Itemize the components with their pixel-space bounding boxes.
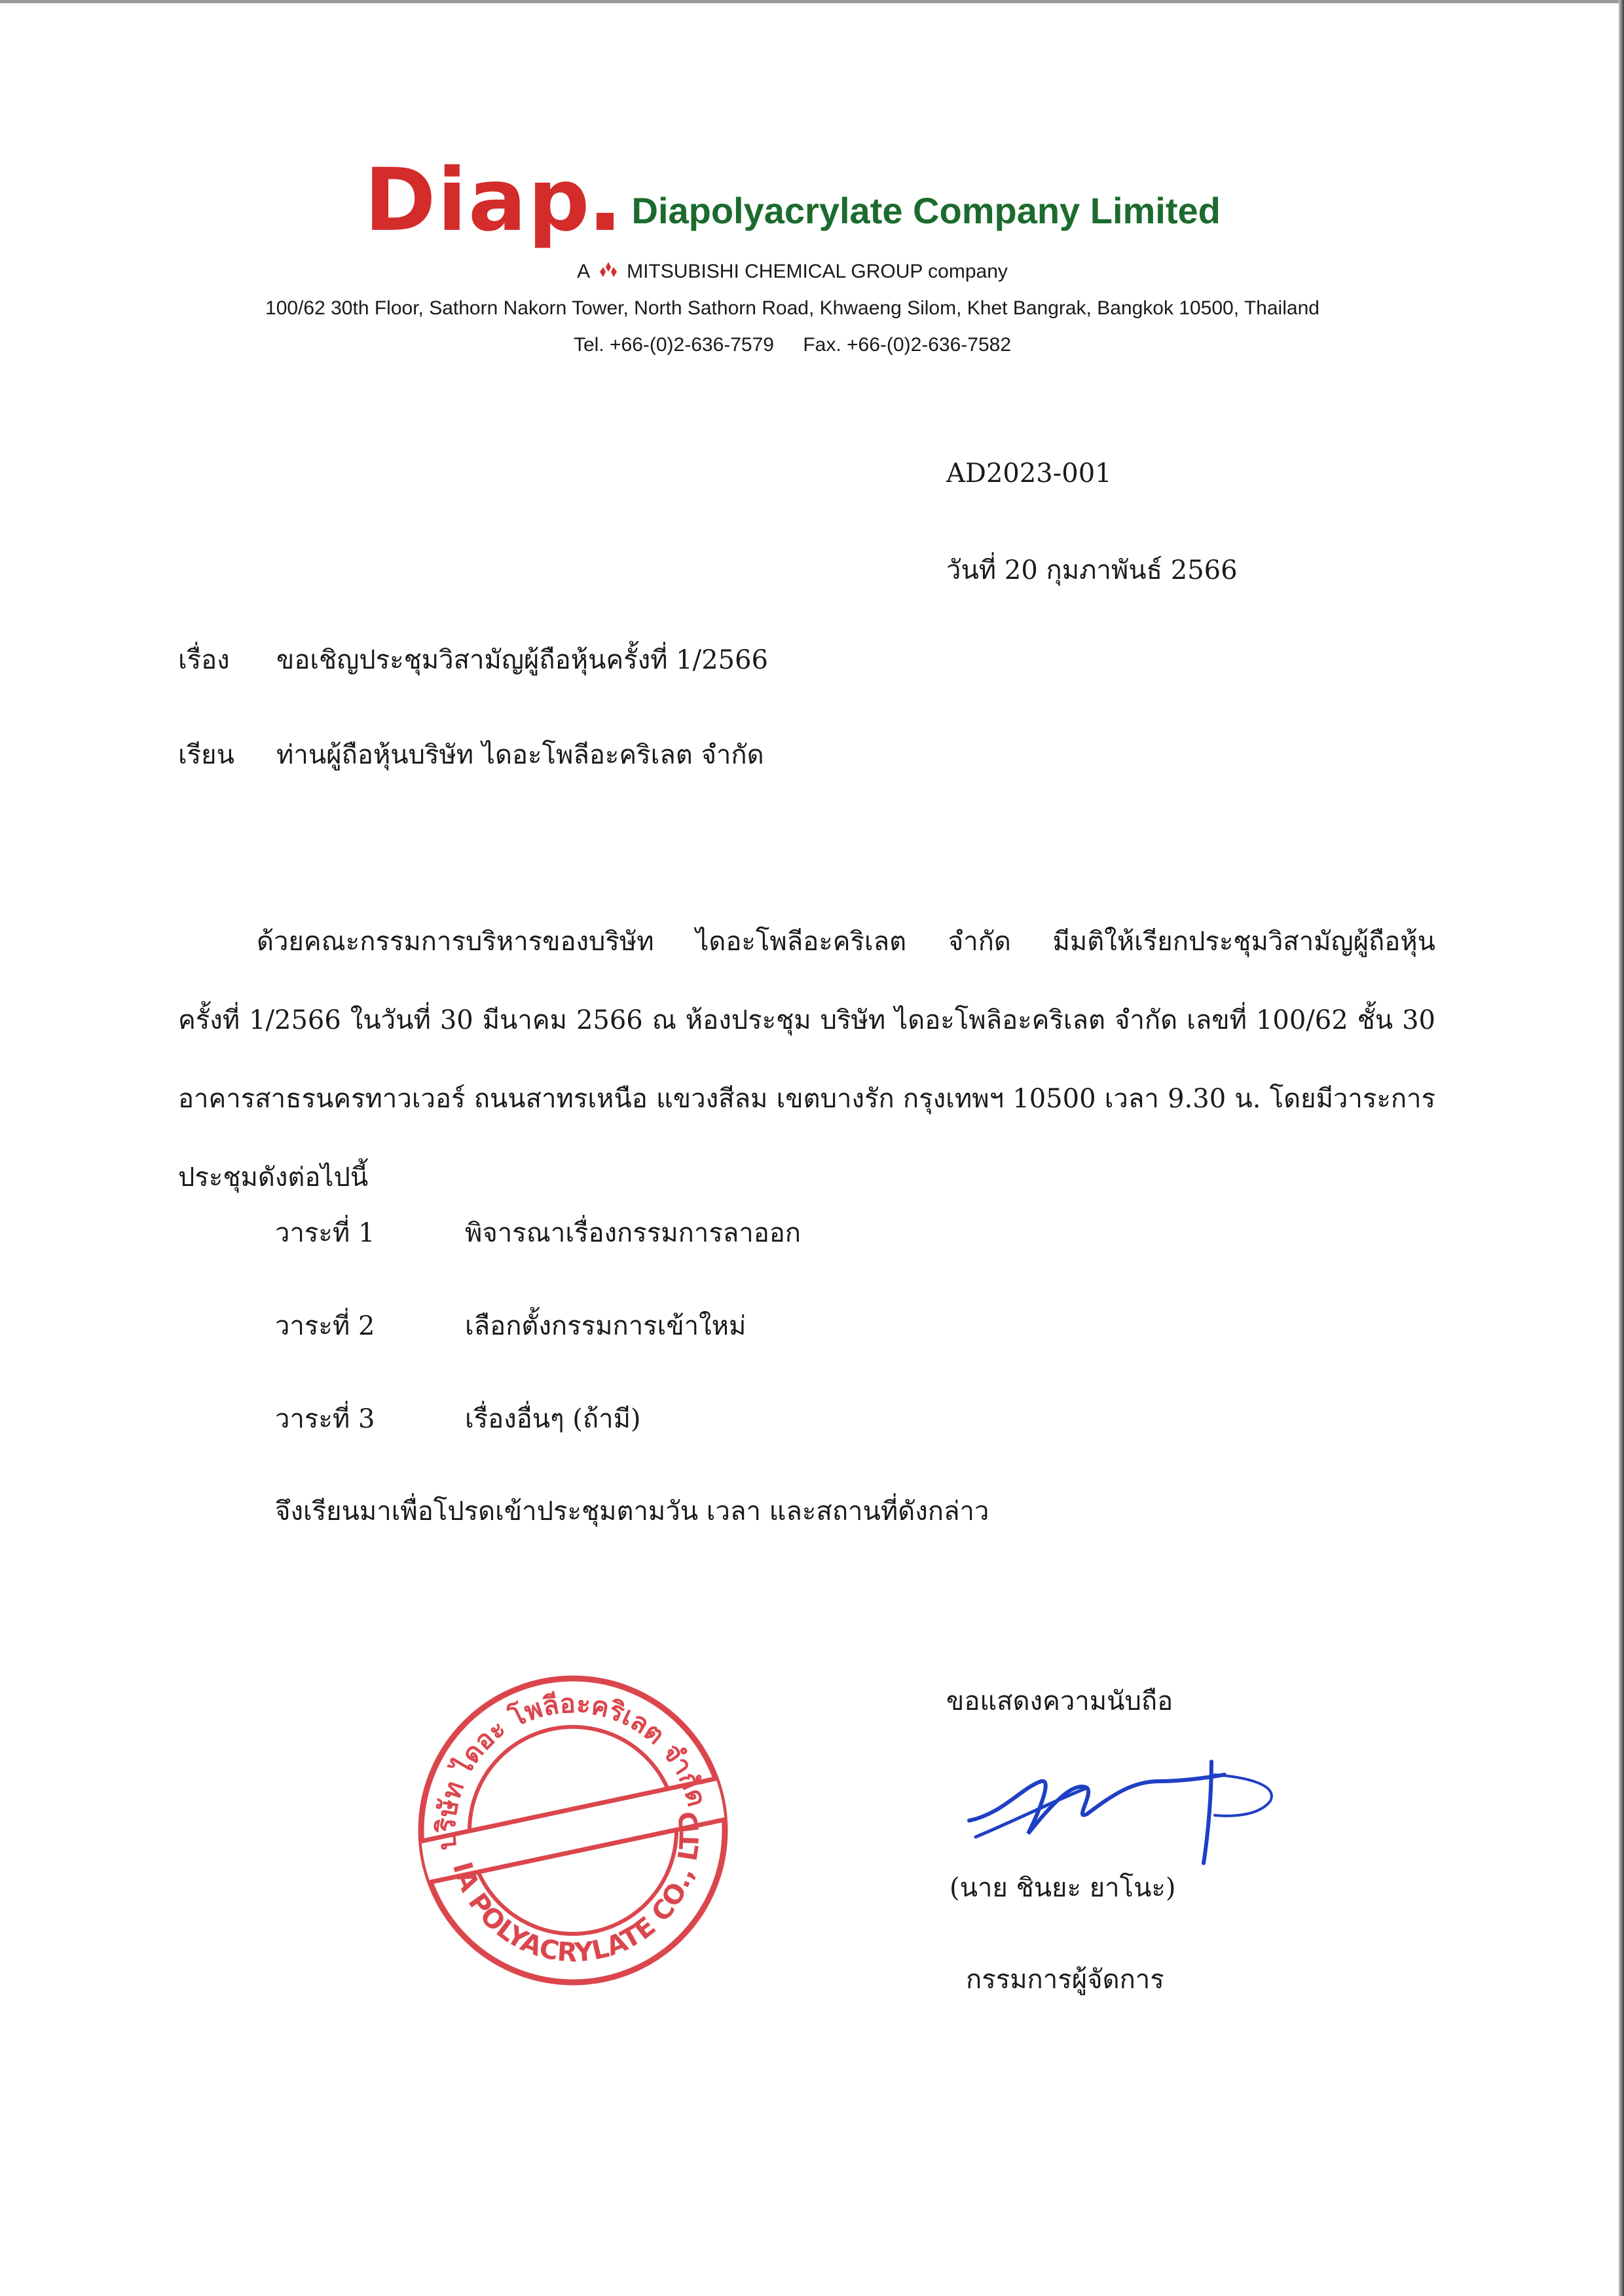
agenda-text: พิจารณาเรื่องกรรมการลาออก (465, 1218, 801, 1248)
agenda-text: เลือกตั้งกรรมการเข้าใหม่ (465, 1311, 747, 1341)
group-name: MITSUBISHI CHEMICAL GROUP company (627, 261, 1008, 282)
contact-line (0, 334, 1585, 356)
subject-row (178, 639, 768, 680)
subject-label: เรื่อง (178, 645, 230, 675)
stamp-top-text: บริษัท ไดอะ โพลีอะคริเลต จำกัด (431, 1688, 712, 1851)
company-name: Diapolyacrylate Company Limited (631, 189, 1221, 231)
scan-edge-top (0, 0, 1624, 3)
scan-edge-right (1619, 0, 1624, 2296)
signer-title: กรรมการผู้จัดการ (966, 1965, 1164, 1995)
company-address: 100/62 30th Floor, Sathorn Nakorn Tower, North Sathorn Road, Khwaeng Silom, Khet Bangrak, Bangkok 10500, Thailand (265, 297, 1320, 319)
closing-line: จึงเรียนมาเพื่อโปรดเข้าประชุมตามวัน เวลา และสถานที่ดังกล่าว (275, 1496, 989, 1527)
recipient-text: ท่านผู้ถือหุ้นบริษัท ไดอะโพลีอะคริเลต จำกัด (276, 740, 764, 770)
body-line: ครั้งที่ 1/2566 ในวันที่ 30 มีนาคม 2566 ณ ห้องประชุม บริษัท ไดอะโพลิอะคริเลต จำกัด เลขที่ 100/62 ชั้น 30 (178, 1005, 1435, 1035)
signature (963, 1742, 1290, 1866)
agenda-item (275, 1212, 801, 1253)
recipient-label: เรียน (178, 740, 234, 770)
agenda-item (275, 1305, 746, 1346)
subject-text: ขอเชิญประชุมวิสามัญผู้ถือหุ้นครั้งที่ 1/2566 (276, 645, 768, 675)
document-date: วันที่ 20 กุมภาพันธ์ 2566 (946, 555, 1238, 585)
agenda-text: เรื่องอื่นๆ (ถ้ามี) (465, 1404, 641, 1434)
agenda-item (275, 1398, 641, 1439)
company-logo: Diap (364, 157, 613, 244)
body-line: ด้วยคณะกรรมการบริหารของบริษัท ไดอะโพลีอะคริเลต จำกัด มีมติให้เรียกประชุมวิสามัญผู้ถือหุ้น (257, 927, 1435, 957)
body-paragraph (178, 902, 1435, 1217)
agenda-label: วาระที่ 1 (275, 1218, 375, 1248)
signer-name: (นาย ชินยะ ยาโนะ) (950, 1873, 1176, 1903)
recipient-row (178, 733, 764, 775)
group-prefix: A (577, 261, 591, 282)
body-line: อาคารสาธรนครทาวเวอร์ ถนนสาทรเหนือ แขวงสีลม เขตบางรัก กรุงเทพฯ 10500 เวลา 9.30 น. โดยมีวาระการ (178, 1084, 1435, 1114)
document-reference: AD2023-001 (946, 458, 1112, 489)
body-line: ประชุมดังต่อไปนี้ (178, 1162, 369, 1193)
fax-number: Fax. +66-(0)2-636-7582 (803, 334, 1012, 356)
agenda-label: วาระที่ 3 (275, 1404, 375, 1434)
agenda-label: วาระที่ 2 (275, 1311, 375, 1341)
regards-text: ขอแสดงความนับถือ (946, 1686, 1173, 1716)
logo-row (0, 150, 1585, 251)
company-stamp (409, 1667, 737, 1994)
stamp-bottom-text: DIA POLYACRYLATE CO., LTD. (446, 1809, 706, 1969)
mitsubishi-diamonds-icon (597, 262, 620, 282)
letterhead (0, 150, 1585, 356)
tel-number: Tel. +66-(0)2-636-7579 (573, 334, 774, 356)
group-line (0, 261, 1585, 283)
